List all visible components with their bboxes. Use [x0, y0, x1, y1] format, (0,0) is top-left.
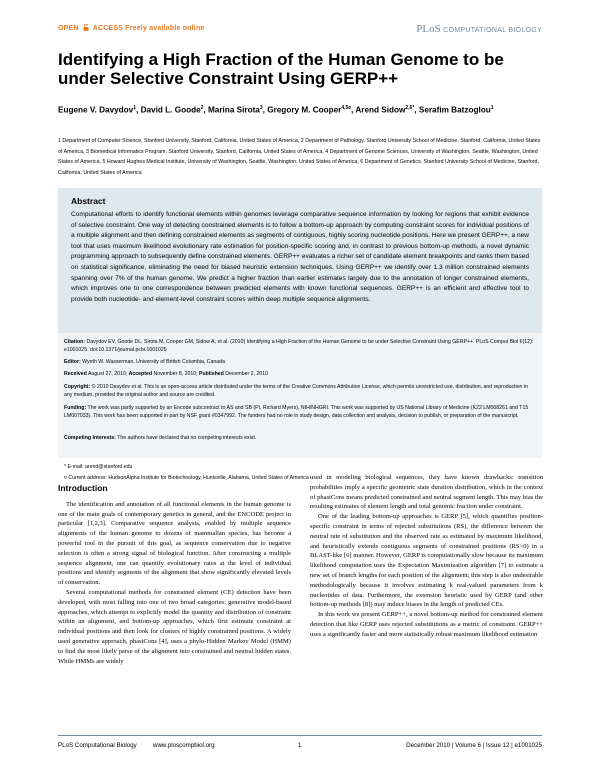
intro-paragraph: One of the leading bottom-up approaches is GERP [5], which quantifies position-specific constraint in terms of rejected substitutions (RS), the difference between the neutral rate of substitution and the observed rate as estimated by maximum likelihood, and heuristically extends contiguous segments of constrained positions (RS>0) in a BLAST-like [6] manner. However, GERP is computationally slow because its maximum likelihood computation uses the Expectation Maximization algorithm [7] to estimate a new set of branch lengths for each position of the alignment; this step is also undesirable methodologically because it involves estimating k real-valued parameters from k nucleotides of data. Furthermore, the extension heuristic used by GERP (and other bottom-up methods [8]) may induce biases in the length of predicted CEs. — [310, 513, 543, 609]
journal-logo-name: COMPUTATIONAL BIOLOGY — [443, 27, 542, 34]
page-number: 1 — [298, 742, 302, 749]
author-name: Marina Sirota — [207, 105, 260, 115]
footer-issue: December 2010 | Volume 6 | Issue 12 | e1001025 — [406, 742, 542, 749]
affiliations: 1 Department of Computer Science, Stanford University, Stanford, California, United States of America, 2 Department of Pathology, Stanford University School of Medicine, Stanford, California, United States of America, 3 Biomedical Informatics Program, Stanford University, Stanford, California, United States of America, 4 Department of Genome Sciences, University of Washington, Seattle, Washington, United States of America, 5 Howard Hughes Medical Institute, University of Washington, Seattle, Washington, United States of America, 6 Department of Genetics, Stanford University School of Medicine, Stanford, California, United States of America — [58, 138, 541, 176]
intro-paragraph: Several computational methods for constrained element (CE) detection have been developed, with most falling into one of two broad categories: generative model-based approaches, which attempt to explicitly model the quantity and distribution of constraint within an alignment, and bottom-up approaches, which first estimate constraint at individual positions and then look for clusters of highly constrained positions. A widely used generative approach, phastCons [4], uses a phylo-Hidden Markov Model (HMM) to find the most likely parse of the alignment into constrained and neutral hidden states. While HMMs are widely — [58, 588, 291, 665]
footer-url[interactable]: www.ploscompbiol.org — [153, 742, 215, 749]
author-name: Serafim Batzoglou — [418, 105, 491, 115]
funding-text: The work was partly supported by an Encode subcontract to AS and SB (PI, Richard Myers), NIH/NHGRI. This work was supported by US National Library of Medicine (K22 LM008261 and T15 LM007033). This work has been supported in part by NSF grant #0347992. The funders had no role in study design, data collection and analysis, decision to publish, or preparation of the manuscript. — [64, 405, 529, 420]
author-name: Eugene V. Davydov — [58, 105, 134, 115]
intro-heading: Introduction — [58, 483, 108, 493]
open-lock-icon — [83, 24, 89, 31]
author-sup: 1 — [490, 105, 494, 111]
intro-left-column — [58, 484, 291, 666]
author-list: Eugene V. Davydov$^1$, David L. Goode$^2$, Marina Sirota$^3$, Gregory M. Cooper$^{4,5¤}$, Arend Sidow$^{2,6*}$, Serafim Batzoglou$^1$ — [58, 105, 494, 115]
copyright-label: Copyright: — [64, 384, 91, 390]
intro-paragraph: The identification and annotation of all functional elements in the human genome is one of the main goals of contemporary genetics in general, and the ENCODE project in particular [1,2,3]. Comparative sequence analysis, enabled by multiple sequence alignments of the human genome to dozens of mammalian species, has become a powerful tool in the pursuit of this goal, as sequence conservation due to negative selection is often a strong signal of biological function. After constructing a multiple sequence alignment, one can quantify evolutionary rates at the level of individual positions and identify segments of the alignment that show significantly elevated levels of conservation. — [58, 500, 291, 587]
freely-available-label: Freely available online — [125, 25, 205, 32]
competing-interests — [64, 434, 536, 442]
email-footnote: * E-mail: arend@stanford.edu — [64, 464, 133, 470]
citation — [64, 338, 536, 354]
intro-right-column — [310, 473, 543, 640]
published-date: December 2, 2010 — [225, 371, 268, 377]
accepted-label: Accepted — [128, 371, 152, 377]
intro-paragraph: used in modeling biological sequences, they have known drawbacks: transition probabilities imply a specific geometric state duration distribution, which in the context of phastCons means predicted constrained and neutral segment length. This may bias the resulting estimates of element length and total genomic fraction under constraint. — [310, 474, 543, 511]
footer-journal: PLoS Computational Biology — [58, 742, 137, 749]
paper-title: Identifying a High Fraction of the Human Genome to be under Selective Constraint Using GERP++ — [58, 50, 504, 88]
funding-label: Funding: — [64, 405, 87, 411]
abstract-text: Computational efforts to identify functional elements within genomes leverage comparative sequence information by looking for regions that exhibit evidence of selective constraint. One way of detecting constrained elements is to follow a bottom-up approach by computing constraint scores for individual positions of a multiple alignment and then defining constrained elements as segments of contiguous, highly scoring nucleotide positions. Here we present GERP++, a new tool that uses maximum likelihood evolutionary rate estimation for position-specific scoring and, in contrast to previous bottom-up methods, a novel dynamic programming approach to subsequently define constrained elements. GERP++ evaluates a richer set of candidate element breakpoints and ranks them based on statistical significance, eliminating the need for biased heuristic extension techniques. Using GERP++ we identify over 1.3 million constrained elements spanning over 7% of the human genome. We predict a higher fraction than earlier estimates largely due to the annotation of longer constrained elements, which improves one to one correspondence between predicted elements with known functional sequences. GERP++ is an efficient and effective tool to provide both nucleotide- and element-level constraint scores within deep multiple sequence alignments. — [71, 211, 529, 303]
open-access-badge — [58, 24, 205, 32]
published-label: Published — [199, 371, 224, 377]
editor-label: Editor: — [64, 359, 81, 365]
author-sup: 1 — [133, 105, 137, 111]
article-metadata — [58, 333, 542, 458]
journal-logo — [416, 23, 542, 35]
editor-text: Wyeth W. Wasserman, University of British Columbia, Canada — [82, 359, 225, 365]
received-label: Received — [64, 371, 87, 377]
intro-paragraph: In this work we present GERP++, a novel bottom-up method for constrained element detection that like GERP uses rejected substitutions as a metric of constraint. GERP++ uses a significantly faster and more statistically robust maximum likelihood estimation — [310, 611, 543, 638]
copyright — [64, 383, 536, 399]
author-sup: 4,5¤ — [341, 105, 352, 111]
copyright-text: © 2010 Davydov et al. This is an open-access article distributed under the terms of the Creative Commons Attribution License, which permits unrestricted use, distribution, and reproduction in any medium, provided the original author and source are credited. — [64, 384, 528, 399]
editor — [64, 358, 536, 366]
journal-header — [58, 23, 542, 37]
competing-label: Competing Interests: — [64, 435, 116, 441]
funding — [64, 404, 536, 420]
footer-divider — [58, 735, 542, 736]
author-name: Gregory M. Cooper — [267, 105, 342, 115]
abstract-box — [58, 188, 542, 336]
competing-text: The authors have declared that no competing interests exist. — [117, 435, 257, 441]
author-sup: 2 — [200, 105, 204, 111]
author-name: Arend Sidow — [355, 105, 406, 115]
author-sup: 3 — [259, 105, 263, 111]
citation-text: Davydov EV, Goode DL, Sirota M, Cooper GM, Sidow A, et al. (2010) Identifying a High Fraction of the Human Genome to be under Selective Constraint Using GERP++. PLoS Comput Biol 6(12): e1001025. doi:10.1371/journal.pcbi.1001025 — [64, 339, 534, 354]
current-address-footnote: ¤ Current address: HudsonAlpha Institute for Biotechnology, Huntsville, Alabama, United States of America — [64, 475, 309, 481]
citation-label: Citation: — [64, 339, 86, 345]
journal-logo-plos: PLoS — [416, 23, 441, 35]
dates — [64, 370, 536, 378]
accepted-date: November 8, 2010; — [153, 371, 198, 377]
abstract-heading: Abstract — [71, 196, 106, 206]
author-sup: 2,6* — [405, 105, 415, 111]
received-date: August 27, 2010; — [87, 371, 128, 377]
access-label: ACCESS — [92, 25, 124, 32]
open-label: OPEN — [58, 25, 79, 32]
author-name: David L. Goode — [140, 105, 201, 115]
